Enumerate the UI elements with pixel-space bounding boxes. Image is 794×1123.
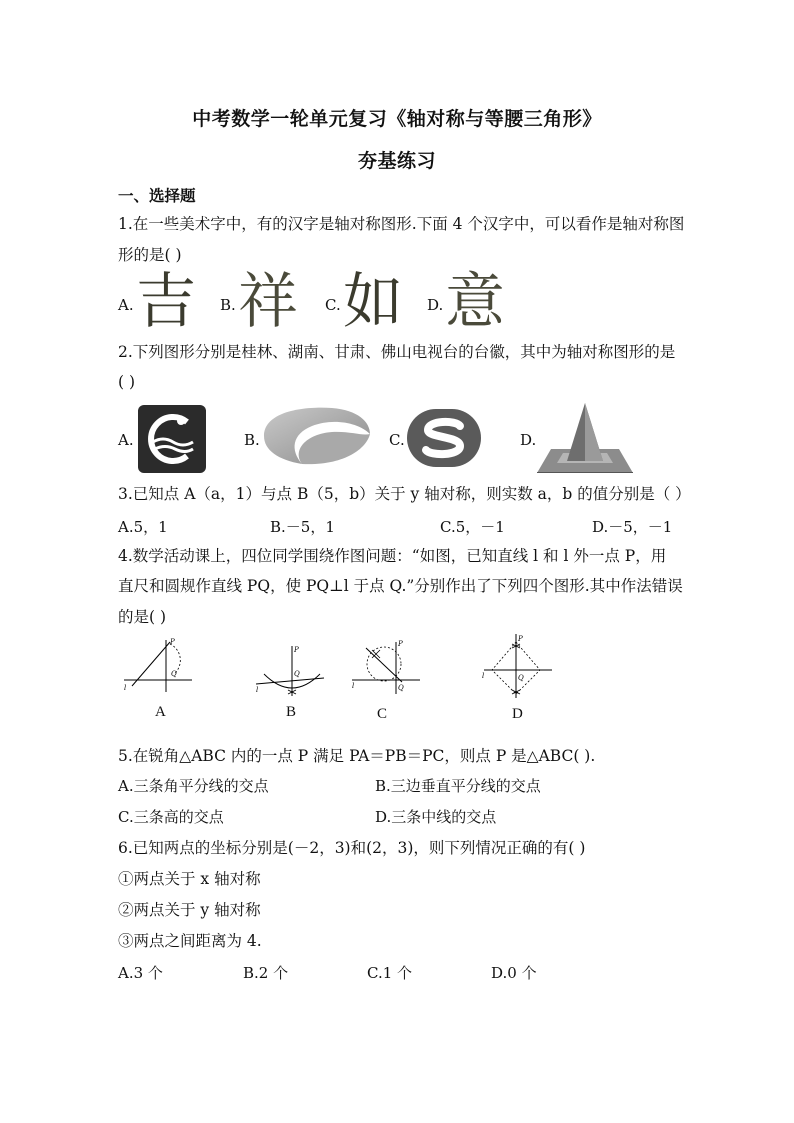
q4a-point-q-label: Q	[171, 670, 177, 678]
q6-statement-1: ①两点关于 x 轴对称	[118, 870, 261, 888]
q1-option-b-label: B.	[220, 296, 236, 314]
q3-option-a: A.5，1	[118, 518, 168, 536]
q4-figure-d	[480, 632, 556, 700]
q2-option-d-label: D.	[520, 431, 537, 449]
q5-option-b: B.三边垂直平分线的交点	[375, 777, 541, 795]
q4d-line-l-label: l	[482, 672, 485, 680]
q3-option-b: B.－5，1	[270, 518, 335, 536]
q1-option-d-char: 意	[445, 267, 505, 337]
page-subtitle: 夯基练习	[357, 150, 436, 172]
q6-statement-3: ③两点之间距离为 4.	[118, 932, 262, 950]
q1-stem-line2: 形的是( )	[118, 246, 182, 264]
q1-option-c-label: C.	[325, 296, 341, 314]
q4a-line-l-label: l	[124, 684, 127, 692]
q4-figure-d-label: D	[512, 706, 523, 722]
q5-option-a: A.三条角平分线的交点	[118, 777, 269, 795]
q6-option-b: B.2 个	[243, 964, 289, 982]
q5-option-c: C.三条高的交点	[118, 808, 224, 826]
q3-stem: 3.已知点 A（a，1）与点 B（5，b）关于 y 轴对称，则实数 a，b 的值分别是（ ）	[118, 485, 691, 503]
q4c-point-q-label: Q	[398, 684, 404, 692]
page-title: 中考数学一轮单元复习《轴对称与等腰三角形》	[192, 108, 602, 130]
q4-stem-line1: 4.数学活动课上，四位同学围绕作图问题：“如图，已知直线 l 和 l 外一点 P，用	[118, 547, 667, 565]
q2-option-a-label: A.	[118, 431, 134, 449]
q4-stem-line2: 直尺和圆规作直线 PQ，使 PQ⊥l 于点 Q.”分别作出了下列四个图形.其中作法错误	[118, 577, 683, 595]
q2-option-c-label: C.	[389, 431, 405, 449]
q4-figure-b-label: B	[286, 704, 297, 720]
q4d-point-p-label: P	[518, 635, 523, 643]
q3-option-d: D.－5，－1	[592, 518, 673, 536]
section-heading: 一、选择题	[118, 186, 196, 205]
q1-option-a-char: 吉	[136, 267, 196, 337]
q1-option-b-char: 祥	[238, 267, 298, 337]
q4-figure-a	[122, 636, 194, 698]
q2-stem-line1: 2.下列图形分别是桂林、湖南、甘肃、佛山电视台的台徽，其中为轴对称图形的是	[118, 343, 676, 361]
q4-figure-b	[254, 640, 326, 700]
q6-statement-2: ②两点关于 y 轴对称	[118, 901, 261, 919]
q5-option-d: D.三条中线的交点	[375, 808, 497, 826]
q4b-point-p-label: P	[294, 646, 299, 654]
foshan-tv-logo-icon	[537, 403, 633, 473]
q6-option-a: A.3 个	[118, 964, 163, 982]
q4-stem-line3: 的是( )	[118, 608, 167, 626]
q4-figure-c-label: C	[377, 706, 388, 722]
q4a-point-p-label: P	[170, 638, 175, 646]
guilin-tv-logo-icon	[137, 404, 207, 474]
q4d-point-q-label: Q	[518, 674, 524, 682]
q4b-line-l-label: l	[256, 686, 259, 694]
q3-option-c: C.5，－1	[440, 518, 505, 536]
q6-stem: 6.已知两点的坐标分别是(－2，3)和(2，3)，则下列情况正确的有( )	[118, 839, 586, 857]
q2-stem-line2: ( )	[118, 373, 136, 391]
q5-stem: 5.在锐角△ABC 内的一点 P 满足 PA＝PB＝PC，则点 P 是△ABC( ).	[118, 747, 596, 765]
q4c-point-p-label: P	[398, 640, 403, 648]
q1-stem-line1: 1.在一些美术字中，有的汉字是轴对称图形.下面 4 个汉字中，可以看作是轴对称图	[118, 215, 685, 233]
q1-option-d-label: D.	[427, 296, 444, 314]
gansu-tv-logo-icon	[406, 408, 482, 468]
q6-option-d: D.0 个	[491, 964, 537, 982]
q4-figure-a-label: A	[155, 704, 166, 720]
q4b-point-q-label: Q	[294, 670, 300, 678]
q6-option-c: C.1 个	[367, 964, 413, 982]
q1-option-c-char: 如	[343, 267, 403, 337]
q2-option-b-label: B.	[244, 431, 260, 449]
q4c-line-l-label: l	[352, 682, 355, 690]
hunan-tv-logo-icon	[262, 404, 372, 468]
q4-figure-c	[350, 638, 422, 700]
q1-option-a-label: A.	[118, 296, 134, 314]
